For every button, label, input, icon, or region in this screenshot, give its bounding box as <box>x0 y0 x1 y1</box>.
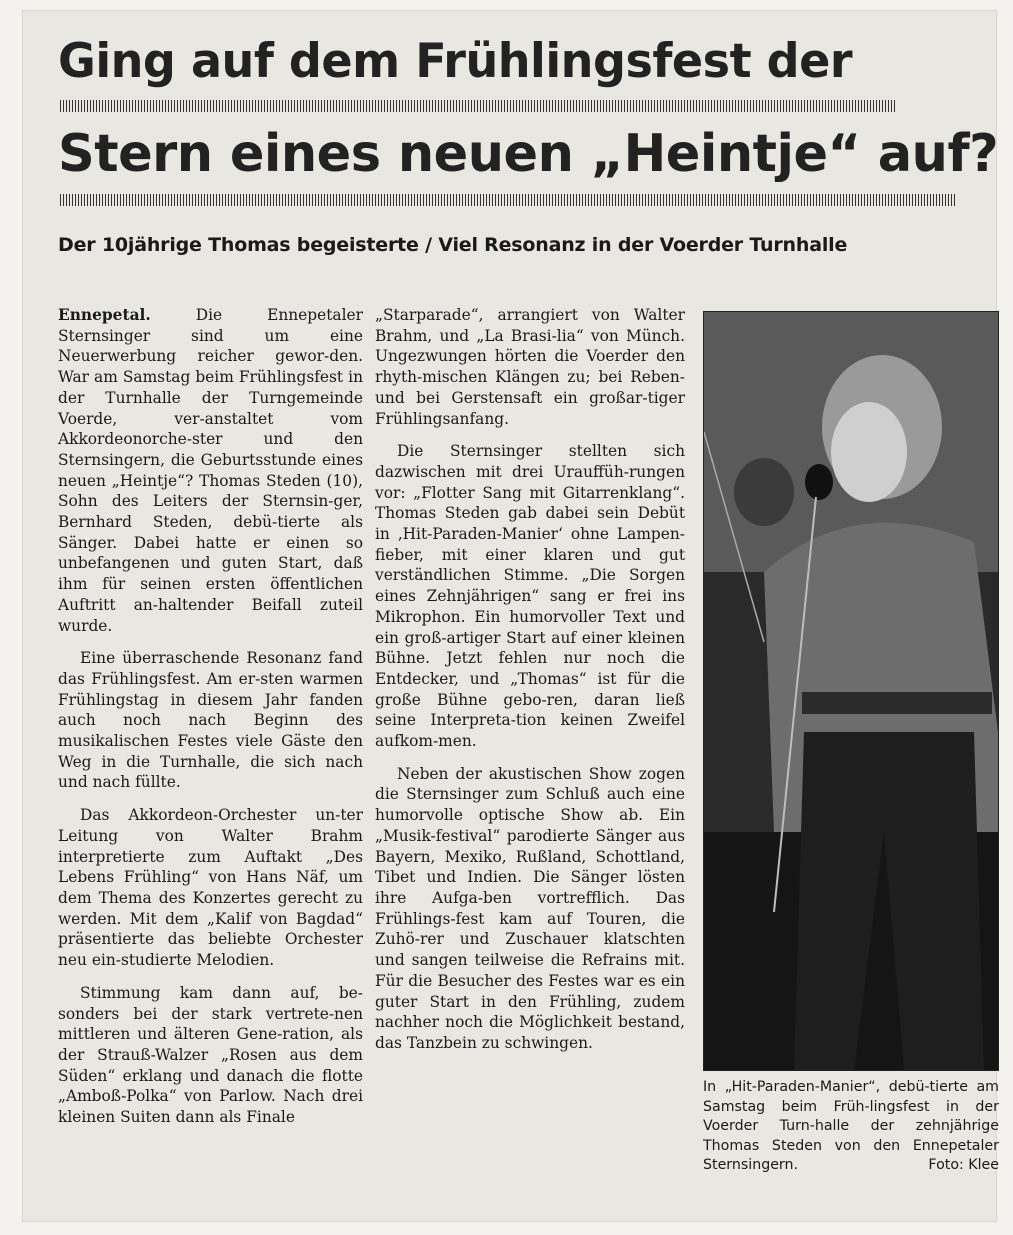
headline-line-2: Stern eines neuen „Heintje“ auf? <box>58 124 999 184</box>
paragraph-1 <box>58 305 363 636</box>
subheadline: Der 10jährige Thomas begeisterte / Viel Resonanz in der Voerder Turnhalle <box>58 234 848 256</box>
paragraph-7: Neben der akustischen Show zogen die Sternsinger zum Schluß auch eine humorvolle optische Show ab. Ein „Musik-festival“ parodierte Sänger aus Bayern, Mexiko, Rußland, Schottland, Tibet und Indien. Die Sänger lösten ihre Aufga-ben vortrefflich. Das Frühlings-fest kam auf Touren, die Zuhö-rer und Zuschauer klatschten und sangen teilweise die Refrains mit. Für die Besucher des Festes war es ein guter Start in den Frühling, zudem nachher noch die Möglichkeit bestand, das Tanzbein zu schwingen. <box>375 764 685 1052</box>
photo-caption <box>703 1078 999 1176</box>
headline-rule-1 <box>60 100 895 112</box>
photo-credit: Foto: Klee <box>928 1157 999 1174</box>
paragraph-3: Das Akkordeon-Orchester un-ter Leitung von Walter Brahm interpretierte zum Auftakt „Des Lebens Frühling“ von Hans Näf, um dem Thema des Konzertes gerecht zu werden. Mit dem „Kalif von Bagdad“ präsentierte das beliebte Orchester neu ein-studierte Melodien. <box>58 806 363 970</box>
article-column-2 <box>375 305 685 1066</box>
paragraph-5: „Starparade“, arrangiert von Walter Brahm, und „La Brasi-lia“ von Münch. Ungezwungen hörten die Voerder den rhyth-mischen Klängen zu; bei Reben- und bei Gerstensaft ein großar-tiger Frühlingsanfang. <box>375 306 685 428</box>
dateline: Ennepetal. <box>58 306 151 324</box>
photo-singer <box>703 311 999 1071</box>
article-column-1 <box>58 305 363 1140</box>
headline-line-1: Ging auf dem Frühlingsfest der <box>58 34 853 89</box>
photo-illustration <box>704 312 998 1070</box>
paragraph-2: Eine überraschende Resonanz fand das Frühlingsfest. Am er-sten warmen Frühlingstag in diesem Jahr fanden auch noch nach Beginn des musikalischen Festes viele Gäste den Weg in die Turnhalle, die sich nach und nach füllte. <box>58 649 363 792</box>
paragraph-1-text: Die Ennepetaler Sternsinger sind um eine Neuerwerbung reicher gewor-den. War am Samstag beim Frühlingsfest in der Turnhalle der Turngemeinde Voerde, ver-anstaltet vom Akkordeonorche-ster und den Sternsingern, die Geburtsstunde eines neuen „Heintje“? Thomas Steden (10), Sohn des Leiters der Sternsin-ger, Bernhard Steden, debü-tierte als Sänger. Dabei hatte er einen so unbefangenen und guten Start, daß ihm für seinen ersten öffentlichen Auftritt an-haltender Beifall zuteil wurde. <box>58 306 363 635</box>
paragraph-4: Stimmung kam dann auf, be-sonders bei der stark vertrete-nen mittleren und älteren Gene-ration, als der Strauß-Walzer „Rosen aus dem Süden“ erklang und danach die flotte „Amboß-Polka“ von Parlow. Nach drei kleinen Suiten dann als Finale <box>58 983 363 1127</box>
caption-text: In „Hit-Paraden-Manier“, debü-tierte am Samstag beim Früh-lingsfest in der Voerder Turn-halle der zehnjährige Thomas Steden von den Ennepetaler Sternsingern. <box>703 1079 999 1174</box>
paragraph-6: Die Sternsinger stellten sich dazwischen mit drei Urauffüh-rungen vor: „Flotter Sang mit Gitarrenklang“. Thomas Steden gab dabei sein Debüt in ‚Hit-Paraden-Manier‘ ohne Lampen-fieber, mit einer klaren und gut verständlichen Stimme. „Die Sorgen eines Zehnjährigen“ sang er frei ins Mikrophon. Ein humorvoller Text und ein groß-artiger Start auf einer kleinen Bühne. Jetzt fehlen nur noch die Entdecker, und „Thomas“ ist für die große Bühne gebo-ren, daran ließ seine Interpreta-tion keinen Zweifel aufkom-men. <box>375 442 685 751</box>
headline-rule-2 <box>60 194 956 206</box>
